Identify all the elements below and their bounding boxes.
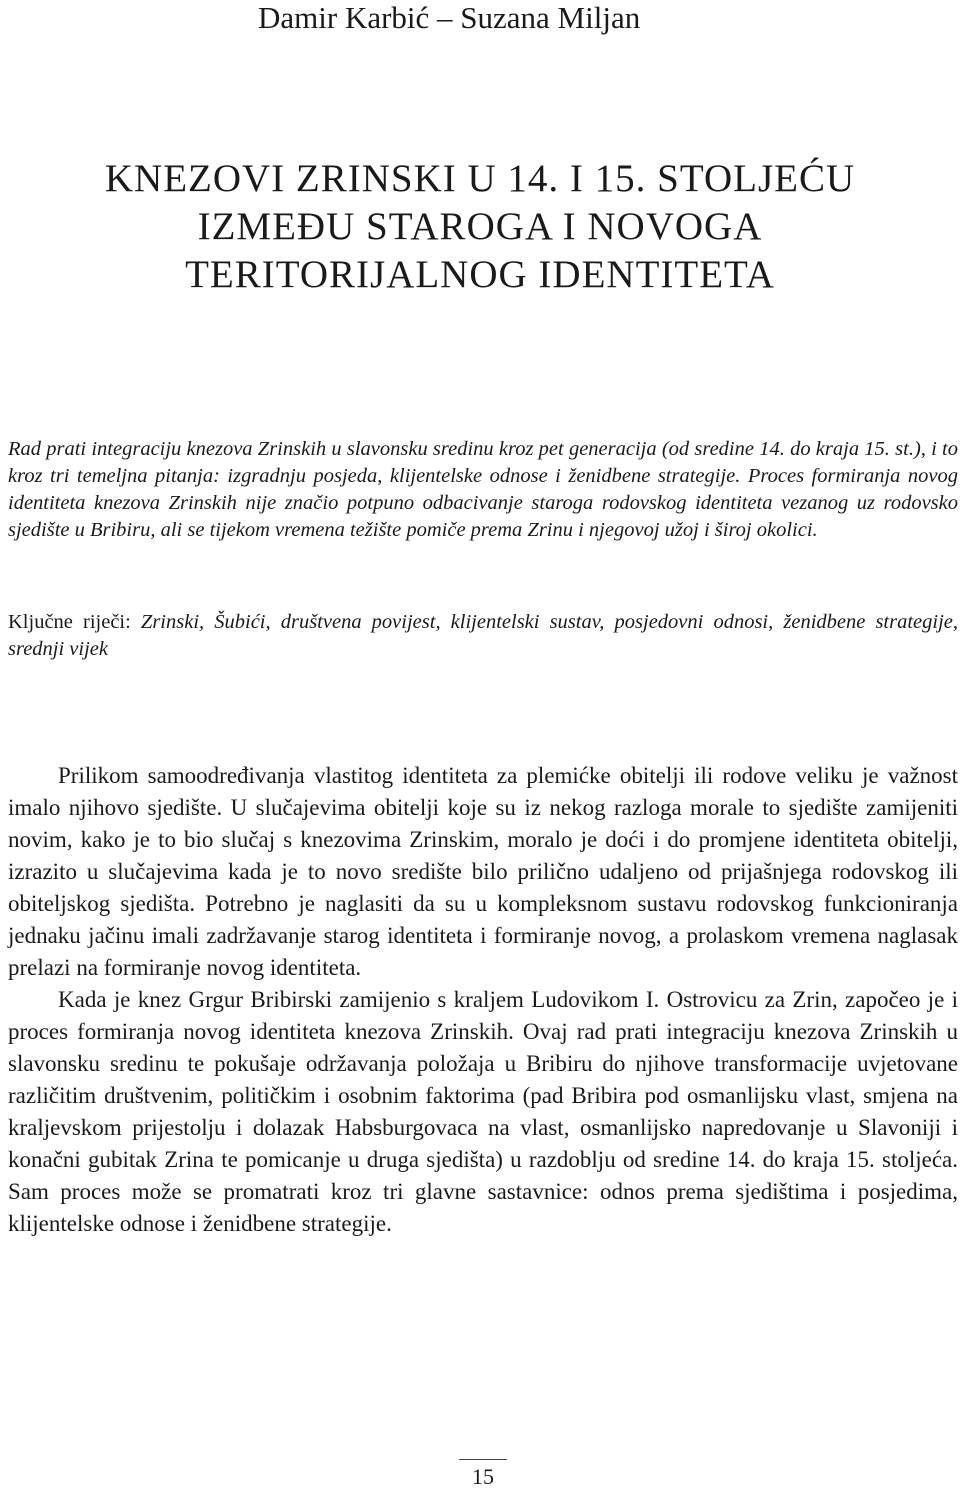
page-number: 15	[472, 1464, 494, 1489]
title-line: TERITORIJALNOG IDENTITETA	[185, 253, 775, 296]
keywords-terms: Zrinski, Šubići, društvena povijest, klijentelski sustav, posjedovni odnosi, ženidbene strategije, srednji vijek	[8, 611, 958, 660]
keywords	[8, 609, 958, 663]
title-line: IZMEĐU STAROGA I NOVOGA	[197, 205, 763, 248]
page-number-rule	[459, 1459, 507, 1460]
title-line: KNEZOVI ZRINSKI U 14. I 15. STOLJEĆU	[104, 157, 856, 200]
keywords-label: Ključne riječi:	[8, 611, 131, 633]
body-paragraph: Kada je knez Grgur Bribirski zamijenio s kraljem Ludovikom I. Ostrovicu za Zrin, započeo je i proces formiranja novog identiteta knezova Zrinskih. Ovaj rad prati integraciju knezova Zrinskih u slavonsku sredinu te pokušaje održavanja položaja u Bribiru do njihove transformacije uvjetovane različitim društvenim, političkim i osobnim faktorima (pad Bribira pod osmanlijsku vlast, smjena na kraljevskom prijestolju i dolazak Habsburgovaca na vlast, osmanlijsko napredovanje u Slavoniji i konačni gubitak Zrina te pomicanje u druga sjedišta) u razdoblju od sredine 14. do kraja 15. stoljeća. Sam proces može se promatrati kroz tri glavne sastavnice: odnos prema sjedištima i posjedima, klijentelske odnose i ženidbene strategije.	[8, 987, 958, 1236]
body-paragraph: Prilikom samoodređivanja vlastitog identiteta za plemićke obitelji ili rodove veliku je važnost imalo njihovo sjedište. U slučajevima obitelji koje su iz nekog razloga morale to sjedište zamijeniti novim, kako je to bio slučaj s knezovima Zrinskim, moralo je doći i do promjene identiteta obitelji, izrazito u slučajevima kada je to novo središte bilo prilično udaljeno od prijašnjega rodovskog ili obiteljskog sjedišta. Potrebno je naglasiti da su u kompleksnom sustavu rodovskog funkcioniranja jednaku jačinu imali zadržavanje starog identiteta i formiranje novog, a prolaskom vremena naglasak prelazi na formiranje novog identiteta.	[8, 763, 958, 980]
abstract: Rad prati integraciju knezova Zrinskih u slavonsku sredinu kroz pet generacija (od sredine 14. do kraja 15. st.), i to kroz tri temeljna pitanja: izgradnju posjeda, klijentelske odnose i ženidbene strategije. Proces formiranja novog identiteta knezova Zrinskih nije značio potpuno odbacivanje staroga rodovskog identiteta vezanog uz rodovsko sjedište u Bribiru, ali se tijekom vremena težište pomiče prema Zrinu i njegovoj užoj i široj okolici.	[8, 438, 958, 541]
author-names: Damir Karbić – Suzana Miljan	[258, 0, 641, 35]
article-title	[0, 155, 960, 299]
article-body	[8, 760, 958, 1240]
